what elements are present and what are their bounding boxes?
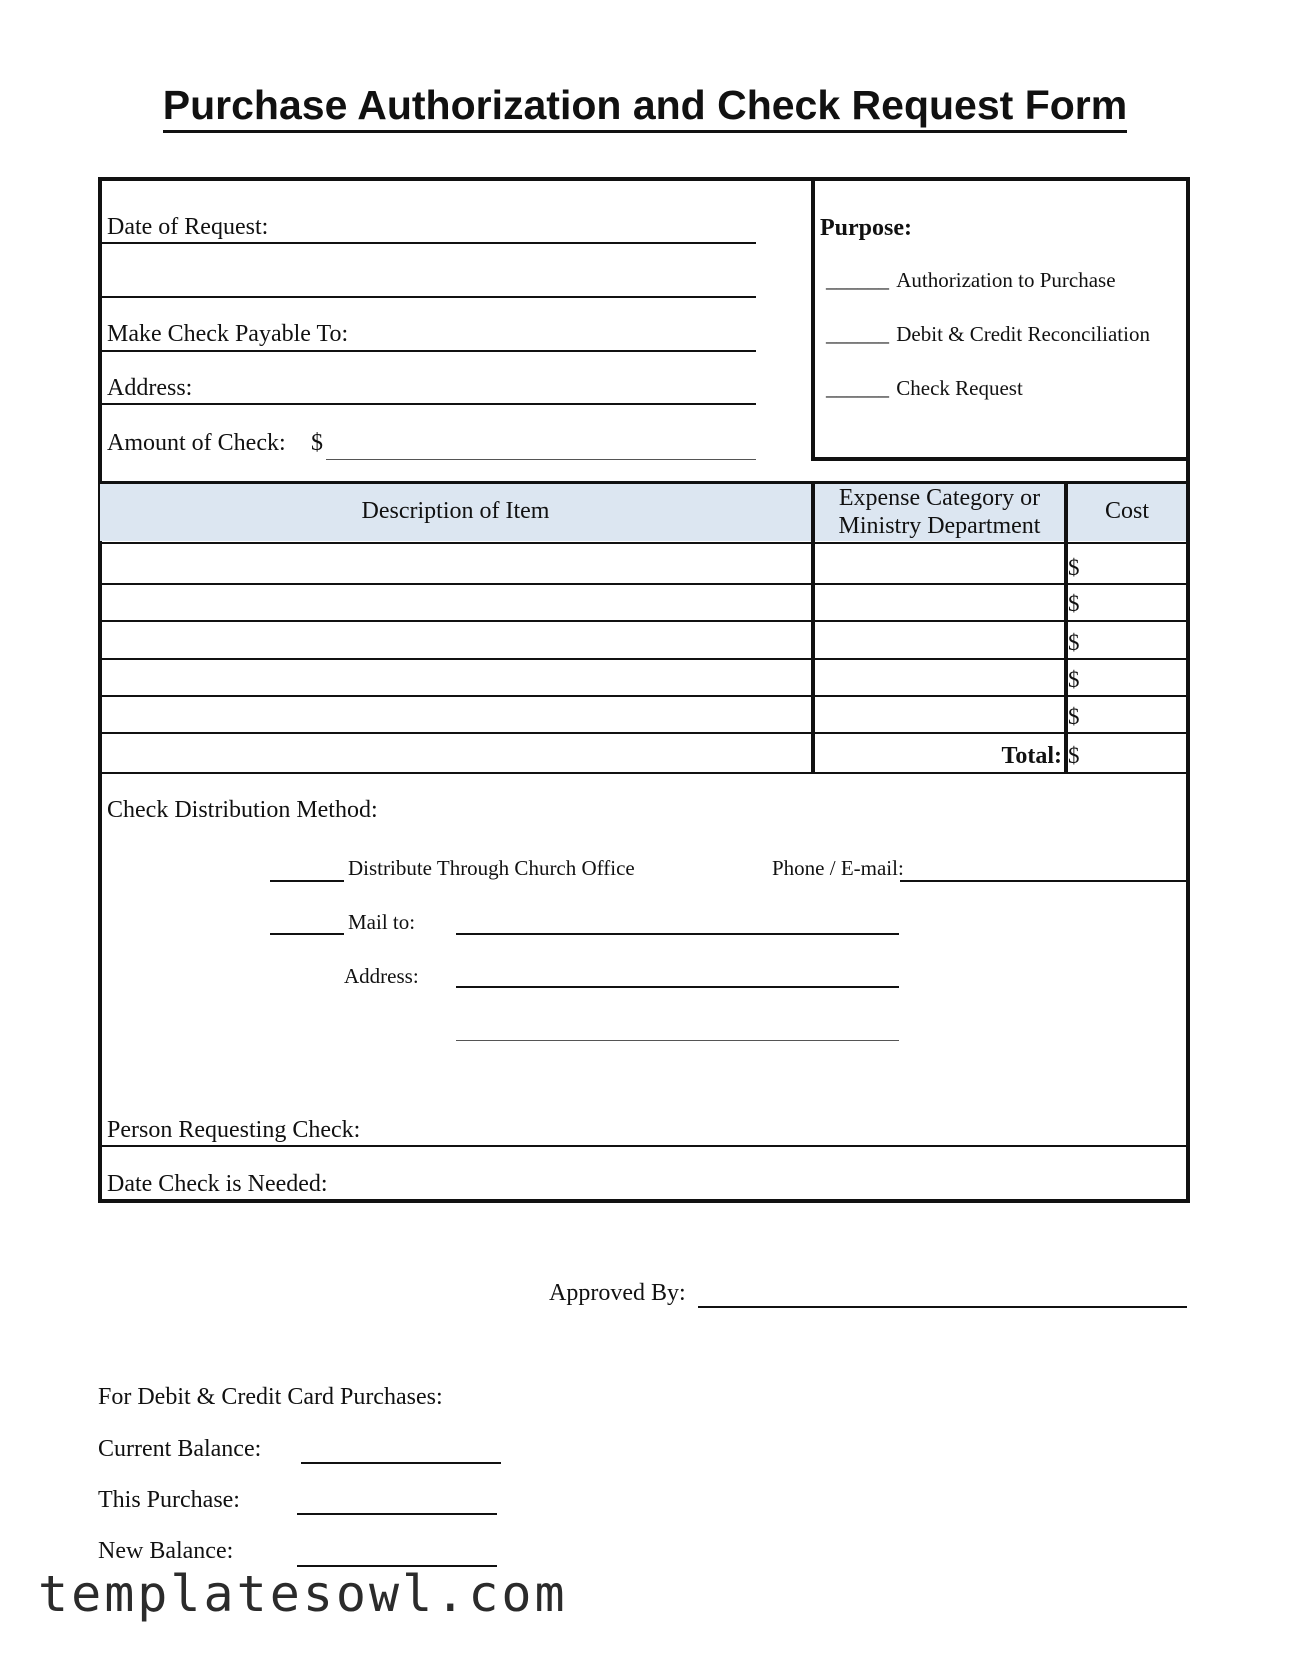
date-of-request-label: Date of Request: — [107, 214, 269, 240]
header-expense-category: Expense Category or Ministry Department — [838, 485, 1041, 539]
date-of-request-extra-line[interactable] — [100, 296, 756, 298]
item-cost-cell[interactable]: $ — [1068, 704, 1080, 729]
item-cost-cell[interactable]: $ — [1068, 555, 1080, 580]
item-description-cell[interactable] — [100, 622, 809, 657]
total-label: Total: — [1001, 743, 1062, 769]
header-description: Description of Item — [361, 498, 550, 524]
purpose-blank[interactable]: ______ — [826, 376, 889, 400]
mail-to-field[interactable] — [456, 933, 899, 935]
item-cost-cell[interactable]: $ — [1068, 591, 1080, 616]
distribute-office-checkbox[interactable] — [270, 880, 344, 882]
approved-by-label: Approved By: — [549, 1280, 686, 1306]
table-bottom-border — [100, 772, 1188, 774]
item-cost-cell[interactable]: $ — [1068, 630, 1080, 655]
mail-to-label: Mail to: — [348, 910, 416, 934]
mail-address-field-line2[interactable] — [456, 1040, 899, 1041]
amount-currency: $ — [311, 430, 323, 456]
distribution-heading: Check Distribution Method: — [107, 797, 378, 823]
address-label: Address: — [107, 375, 193, 401]
amount-of-check-label: Amount of Check: — [107, 430, 286, 456]
purpose-option-check-request[interactable] — [826, 376, 1023, 401]
item-description-cell[interactable] — [100, 660, 809, 694]
page-title: Purchase Authorization and Check Request Form — [0, 82, 1290, 129]
purpose-option-authorization[interactable] — [826, 268, 1116, 293]
payable-to-field[interactable] — [100, 350, 756, 352]
item-description-cell[interactable] — [100, 585, 809, 619]
purpose-label: Check Request — [896, 376, 1023, 400]
card-heading: For Debit & Credit Card Purchases: — [98, 1384, 443, 1410]
total-cost-cell[interactable]: $ — [1068, 743, 1080, 768]
watermark-text: templatesowl.com — [38, 1565, 568, 1623]
purpose-label: Debit & Credit Reconciliation — [896, 322, 1150, 346]
purpose-label: Authorization to Purchase — [896, 268, 1116, 292]
this-purchase-label: This Purchase: — [98, 1487, 240, 1513]
this-purchase-field[interactable] — [297, 1513, 497, 1515]
purpose-heading: Purpose: — [820, 215, 912, 241]
mail-address-field[interactable] — [456, 986, 899, 988]
new-balance-label: New Balance: — [98, 1538, 234, 1564]
date-of-request-field[interactable] — [100, 242, 756, 244]
mail-address-label: Address: — [344, 964, 419, 988]
item-description-cell[interactable] — [100, 544, 809, 582]
item-category-cell[interactable] — [817, 544, 1062, 582]
item-category-cell[interactable] — [817, 697, 1062, 731]
item-category-cell[interactable] — [817, 622, 1062, 657]
phone-email-label: Phone / E-mail: — [772, 856, 904, 880]
current-balance-label: Current Balance: — [98, 1436, 262, 1462]
table-col-divider — [1064, 481, 1068, 774]
mail-to-checkbox[interactable] — [270, 933, 344, 935]
purpose-blank[interactable]: ______ — [826, 268, 889, 292]
approved-by-field[interactable] — [698, 1306, 1187, 1308]
item-category-cell[interactable] — [817, 660, 1062, 694]
person-requesting-label: Person Requesting Check: — [107, 1117, 361, 1143]
purpose-option-reconciliation[interactable] — [826, 322, 1150, 347]
distribute-office-label: Distribute Through Church Office — [348, 856, 635, 880]
amount-of-check-field[interactable] — [326, 459, 756, 460]
item-category-cell[interactable] — [817, 585, 1062, 619]
table-col-divider — [811, 481, 815, 774]
phone-email-field[interactable] — [900, 880, 1186, 882]
payable-to-label: Make Check Payable To: — [107, 321, 349, 347]
item-cost-cell[interactable]: $ — [1068, 667, 1080, 692]
date-needed-label: Date Check is Needed: — [107, 1171, 328, 1197]
purpose-blank[interactable]: ______ — [826, 322, 889, 346]
header-cost: Cost — [1104, 498, 1149, 524]
item-description-cell[interactable] — [100, 697, 809, 731]
address-field[interactable] — [100, 403, 756, 405]
item-description-cell[interactable] — [100, 734, 809, 771]
person-requesting-field[interactable] — [100, 1145, 1188, 1147]
current-balance-field[interactable] — [301, 1462, 501, 1464]
